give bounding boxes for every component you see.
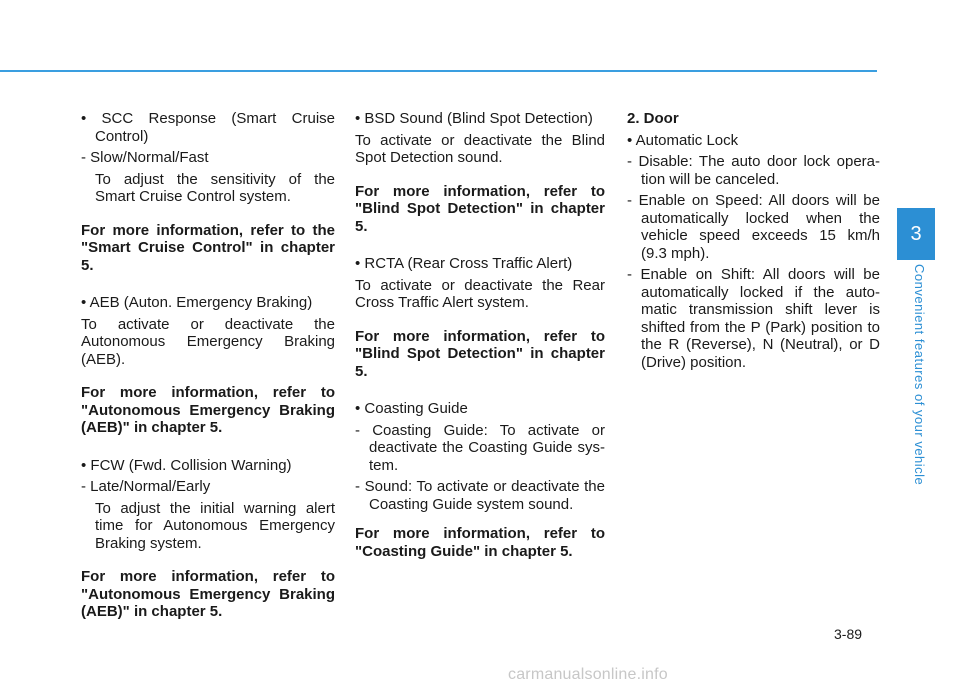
fcw-description: To adjust the initial warning alert time for Autonomous Emergency Braking system. [95, 499, 335, 552]
fcw-item: • FCW (Fwd. Collision Warning) [81, 456, 292, 474]
coasting-sound-option: - Sound: To activate or deactivate the Coasting Guide system sound. [355, 478, 605, 513]
watermark: carmanualsonline.info [508, 666, 668, 683]
scc-reference: For more information, refer to the "Smart Cruise Control" in chapter 5. [81, 221, 335, 274]
aeb-description: To activate or deactivate the Autonomous Emergency Braking (AEB). [81, 315, 335, 368]
aeb-reference: For more information, refer to "Autonomous Emergency Braking (AEB)" in chapter 5. [81, 384, 335, 436]
aeb-item: • AEB (Auton. Emergency Braking) [81, 294, 313, 311]
coasting-guide-option: - Coasting Guide: To activate or deactivate the Coasting Guide sys- tem. [355, 421, 605, 474]
coasting-reference: For more information, refer to "Coasting Guide" in chapter 5. [355, 525, 605, 560]
coasting-guide-item: • Coasting Guide [355, 400, 468, 417]
bsd-sound-item: • BSD Sound (Blind Spot Detection) [355, 110, 593, 127]
header-rule [0, 70, 877, 72]
scc-response-item: • SCC Response (Smart Cruise Control) [81, 110, 335, 145]
rcta-item: • RCTA (Rear Cross Traffic Alert) [355, 255, 573, 272]
lock-disable-option: - Disable: The auto door lock opera- tion will be canceled. [627, 153, 880, 188]
bsd-reference: For more information, refer to "Blind Spot Detection" in chapter 5. [355, 182, 605, 235]
lock-speed-option: - Enable on Speed: All doors will be automatically locked when the vehicle speed exceeds 15 km/h (9.3 mph). [627, 192, 880, 262]
rcta-description: To activate or deactivate the Rear Cross Traffic Alert system. [355, 276, 605, 311]
page-number: 3-89 [834, 626, 863, 642]
column-2 [355, 110, 605, 576]
fcw-reference: For more information, refer to "Autonomous Emergency Braking (AEB)" in chapter 5. [81, 568, 335, 620]
scc-options: - Slow/Normal/Fast [81, 149, 209, 166]
chapter-title: Convenient features of your vehicle [912, 264, 927, 486]
column-1 [81, 110, 335, 637]
fcw-options: - Late/Normal/Early [81, 478, 211, 495]
chapter-number-tab: 3 [897, 208, 935, 260]
rcta-reference: For more information, refer to "Blind Spot Detection" in chapter 5. [355, 327, 605, 380]
lock-shift-option: - Enable on Shift: All doors will be automatically locked if the auto- matic transmission shift lever is shifted from the P (Park) position to the R (Reverse), N (Neutral), or D (Drive) position. [627, 266, 880, 371]
automatic-lock-item: • Automatic Lock [627, 131, 739, 149]
bsd-description: To activate or deactivate the Blind Spot Detection sound. [355, 131, 605, 166]
column-3 [627, 110, 880, 375]
scc-description: To adjust the sensitivity of the Smart Cruise Control system. [95, 170, 335, 205]
door-heading: 2. Door [627, 110, 679, 127]
